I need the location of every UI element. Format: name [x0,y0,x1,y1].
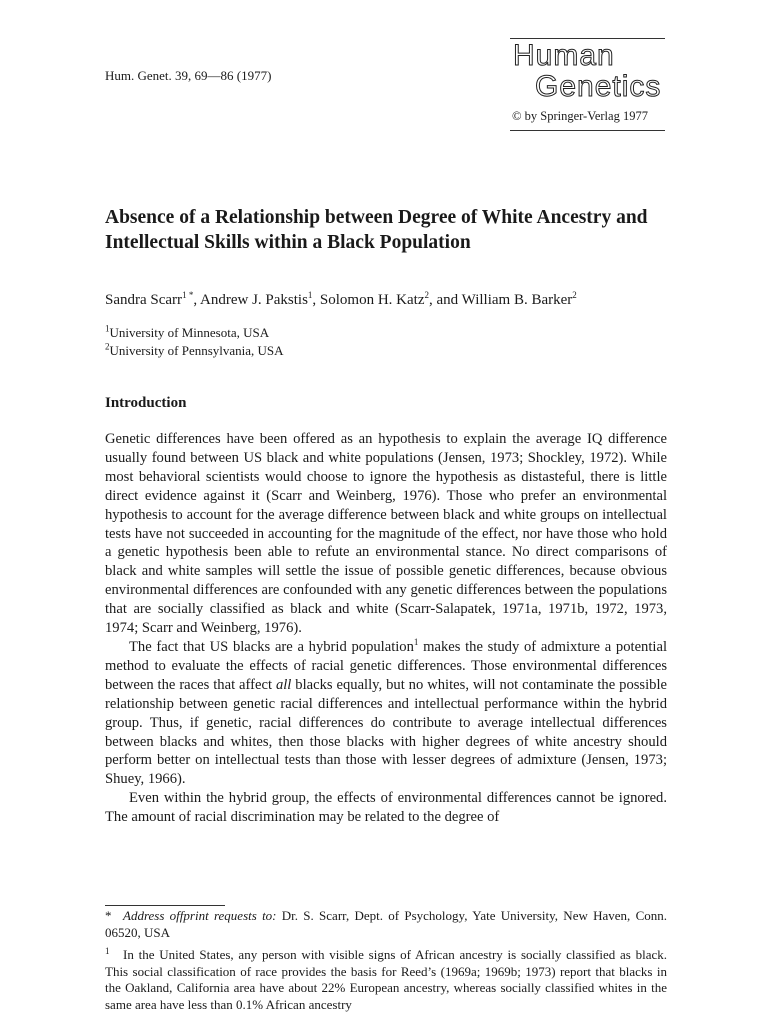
affiliation-mark: 2 [105,341,110,352]
footnote-ref: 1 [413,637,419,648]
footnote-item [105,908,667,941]
author-name: Sandra Scarr [105,292,183,308]
affiliation-item [105,324,284,342]
author-list [105,292,577,309]
introduction-body [105,430,667,827]
author-affil-mark: 1 [307,290,313,300]
footnote-mark: * [105,908,112,923]
logo-bottom-rule [510,130,665,131]
journal-logo-word-2: Genetics [535,70,662,103]
footnote-text: In the United States, any person with visible signs of African ancestry is socially classified as black. This social classification of race provides the basis for Reed’s (1969a; 1969b; 1973) report that blacks in the Oakland, California area have about 22% European ancestry, whereas socially classified whites in the same area have less than 0.1% African ancestry [105,947,667,1012]
emphasis-text: all [275,676,292,693]
footnote-rule [105,905,225,906]
author-affil-mark: 2 [424,290,429,300]
affiliation-text: University of Pennsylvania, USA [109,343,284,358]
affiliation-text: University of Minnesota, USA [109,325,270,340]
author-affil-mark: 1 * [182,290,194,300]
paragraph-text: The fact that US blacks are a hybrid population [129,638,414,655]
journal-citation: Hum. Genet. 39, 69—86 (1977) [105,68,272,83]
article-title: Absence of a Relationship between Degree of White Ancestry and Intellectual Skills within a Black Population [105,207,648,253]
author-separator: , [312,292,320,308]
copyright-line: © by Springer-Verlag 1977 [512,109,648,123]
footnote-text: Dr. S. Scarr, Dept. of Psychology, Yate University, New Haven, Conn. 06520, USA [105,908,667,940]
paragraph-text: blacks equally, but no whites, will not contaminate the possible relationship between genetic racial differences and intellectual performance within the hybrid group. Thus, if genetic, racial differences do contribute to average intellectual differences between blacks and whites, then those blacks with higher degrees of white ancestry should perform better on intellectual tests than those with lesser degrees of admixture (Jensen, 1973; Shuey, 1966). [105,676,667,788]
author-name: Andrew J. Pakstis [200,292,308,308]
footnote-item: 1 In the United States, any person with visible signs of African ancestry is socially classified as black. This social classification of race provides the basis for Reed’s (1969a; 1969b; 1973) report that blacks in the Oakland, California area have about 22% European ancestry, whereas socially classified whites in the same area have less than 0.1% African ancestry [105,945,667,1012]
author-separator: , and [429,292,462,308]
section-heading-introduction: Introduction [105,395,187,411]
author-affil-mark: 2 [572,290,577,300]
body-paragraph [105,638,667,789]
author-separator: , [193,292,200,308]
journal-logo-word-1: Human [513,39,615,72]
body-paragraph: Even within the hybrid group, the effects of environmental differences cannot be ignored. The amount of racial discrimination may be related to the degree of [105,790,667,826]
footnotes [105,908,667,1013]
footnote-label: Address offprint requests to: [123,908,277,923]
body-paragraph: Genetic differences have been offered as an hypothesis to explain the average IQ difference usually found between US black and white populations (Jensen, 1973; Shockley, 1972). While most behavioral scientists would choose to ignore the hypothesis as distasteful, there is little direct evidence against it (Scarr and Weinberg, 1976). Those who prefer an environmental hypothesis to account for the average difference between black and white groups on intellectual tests have not succeeded in accounting for the magnitude of the effect, nor have those who hold a genetic hypothesis been able to refute an environmental stance. No direct comparisons of black and white samples will settle the issue of possible genetic differences, because obvious environmental differences are confounded with any genetic differences between the populations that are socially classified as black and white (Scarr-Salapatek, 1971a, 1971b, 1972, 1973, 1974; Scarr and Weinberg, 1976). [105,431,667,637]
author-name: Solomon H. Katz [319,292,425,308]
paragraph-text: makes the study of admixture a potential method to evaluate the effects of racial genetic differences. Those environmental differences between the races that affect [105,638,667,693]
affiliation-mark: 1 [105,323,110,334]
affiliation-item [105,342,284,360]
author-name: William B. Barker [461,292,573,308]
affiliation-list [105,324,284,360]
